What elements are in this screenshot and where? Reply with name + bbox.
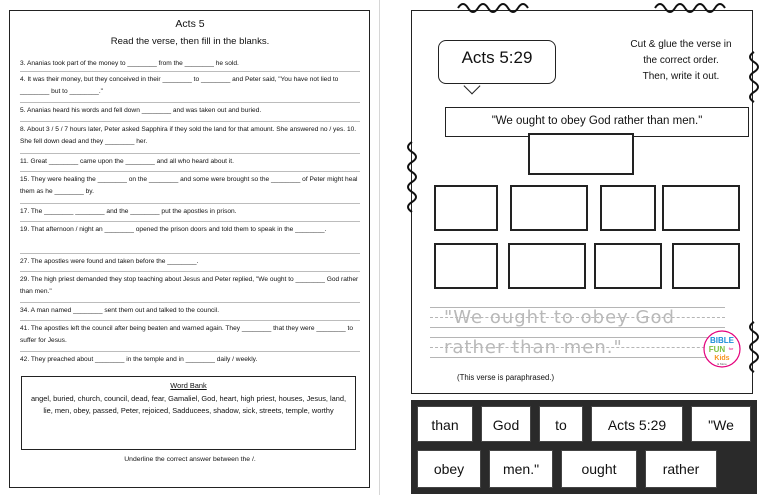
instruction-line-2: the correct order. <box>643 55 719 66</box>
glue-slot-5[interactable] <box>662 185 740 231</box>
trace-text-line-1: "We ought to obey God <box>444 307 675 328</box>
squiggle-decoration <box>404 140 420 230</box>
glue-slot-3[interactable] <box>510 185 588 231</box>
question-17: 17. The ________ ________ and the ________ put the apostles in prison. <box>20 203 360 218</box>
squiggle-decoration <box>746 320 762 390</box>
question-11: 11. Great ________ came upon the ________ and all who heard about it. <box>20 153 360 168</box>
glue-slot-1[interactable] <box>528 133 634 175</box>
glue-slot-6[interactable] <box>434 243 498 289</box>
instruction-line-1: Cut & glue the verse in <box>630 39 732 50</box>
page-divider <box>381 0 395 495</box>
word-card[interactable]: God <box>481 406 531 442</box>
activity-sheet <box>411 10 753 394</box>
bible-fun-logo <box>702 329 738 365</box>
word-card[interactable]: men." <box>489 450 553 488</box>
word-card[interactable]: than <box>417 406 473 442</box>
svg-text:for: for <box>728 346 734 351</box>
word-card[interactable]: ought <box>561 450 637 488</box>
question-42: 42. They preached about ________ in the temple and in ________ daily / weekly. <box>20 351 360 366</box>
svg-text:FUN: FUN <box>708 345 726 354</box>
worksheet-title: Acts 5 <box>175 18 205 30</box>
squiggle-decoration <box>653 0 743 20</box>
verse-box: "We ought to obey God rather than men." <box>445 107 749 137</box>
svg-text:Kids: Kids <box>714 355 730 362</box>
svg-text:BIBLE: BIBLE <box>710 336 734 345</box>
question-34: 34. A man named ________ sent them out and talked to the council. <box>20 302 360 317</box>
paraphrase-note: (This verse is paraphrased.) <box>457 373 555 382</box>
word-card[interactable]: Acts 5:29 <box>591 406 683 442</box>
question-27: 27. The apostles were found and taken before the ________. <box>20 253 360 268</box>
word-bank-title: Word Bank <box>170 381 207 390</box>
activity-page <box>396 0 773 495</box>
glue-slot-9[interactable] <box>672 243 740 289</box>
tracing-area[interactable] <box>430 303 725 361</box>
svg-text:& More: & More <box>717 362 727 366</box>
question-19: 19. That afternoon / night an ________ opened the prison doors and told them to speak in the ________. <box>20 221 360 236</box>
question-29: 29. The high priest demanded they stop teaching about Jesus and Peter replied, "We ought to ________ God rather than men." <box>20 271 360 298</box>
instruction-line-3: Then, write it out. <box>642 71 720 82</box>
word-bank <box>21 376 356 450</box>
glue-slot-8[interactable] <box>594 243 662 289</box>
verse-reference: Acts 5:29 <box>461 48 533 67</box>
word-bank-words: angel, buried, church, council, dead, fear, Gamaliel, God, heart, high priest, houses, Jesus, land, lie, men, obey, passed, Peter, rejoiced, Sadducees, shadow, sick, streets, temple, worthy <box>30 394 347 415</box>
word-card[interactable]: obey <box>417 450 481 488</box>
question-3: 3. Ananias took part of the money to ________ from the ________ he sold. <box>20 60 239 67</box>
question-15: 15. They were healing the ________ on the ________ and some were brought so the ________ of Peter might heal them as he ________ by. <box>20 171 360 198</box>
question-8: 8. About 3 / 5 / 7 hours later, Peter asked Sapphira if they sold the land for that amount. She answered no / yes. 10. She fell down dead and they ________ her. <box>20 121 360 148</box>
word-card-strip <box>411 400 757 494</box>
word-card[interactable]: "We <box>691 406 751 442</box>
squiggle-decoration <box>746 50 762 120</box>
glue-slot-2[interactable] <box>434 185 498 231</box>
glue-slot-7[interactable] <box>508 243 586 289</box>
question-4: 4. It was their money, but they conceived in their ________ to ________ and Peter said, "You have not lied to ________ but to ________." <box>20 71 360 98</box>
glue-slot-4[interactable] <box>600 185 656 231</box>
instructions <box>593 37 769 85</box>
question-41: 41. The apostles left the council after being beaten and warned again. They ________ that they were ________ to suffer for Jesus. <box>20 320 360 347</box>
trace-text-line-2: rather than men." <box>444 337 623 358</box>
worksheet-subtitle: Read the verse, then fill in the blanks. <box>110 36 270 47</box>
question-5: 5. Ananias heard his words and fell down ________ and was taken out and buried. <box>20 102 360 117</box>
word-card[interactable]: rather <box>645 450 717 488</box>
word-card[interactable]: to <box>539 406 583 442</box>
squiggle-decoration <box>456 0 546 20</box>
worksheet-page <box>0 0 380 495</box>
worksheet-footer: Underline the correct answer between the /. <box>124 456 256 463</box>
